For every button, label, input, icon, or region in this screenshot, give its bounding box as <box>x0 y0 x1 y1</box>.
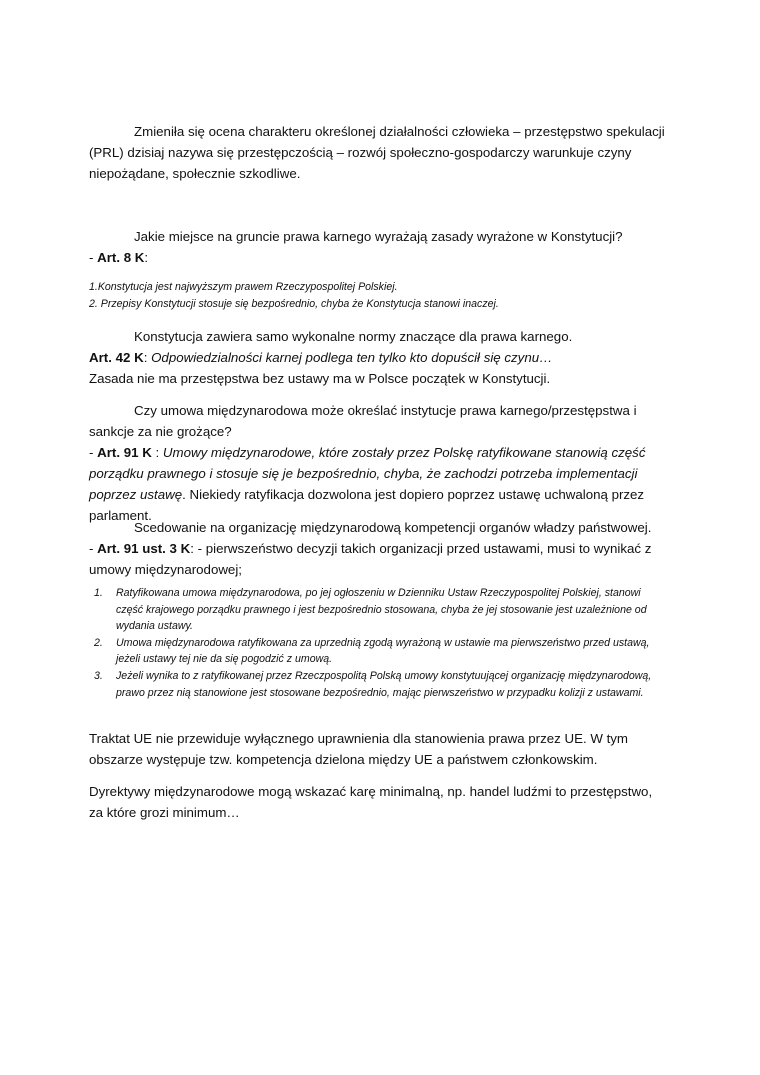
list-item-text: Umowa międzynarodowa ratyfikowana za uprzednią zgodą wyrażoną w ustawie ma pierwszeństwo przed ustawą, jeżeli ustawy tej nie da się pogodzić z umową. <box>116 636 650 666</box>
international-agreement-section <box>89 400 669 526</box>
art-8-heading <box>89 247 669 268</box>
list-item <box>94 585 664 635</box>
art-42-line <box>89 347 669 368</box>
directives-text: Dyrektywy międzynarodowe mogą wskazać karę minimalną, np. handel ludźmi to przestępstwo, za które grozi minimum… <box>89 784 653 820</box>
intro-paragraph <box>89 121 669 184</box>
list-item-text: Ratyfikowana umowa międzynarodowa, po jej ogłoszeniu w Dzienniku Ustaw Rzeczypospolitej Polskiej, stanowi część krajowego porządku prawnego i jest bezpośrednio stosowana, chyba że jej stosowanie jest uzależnione od wydania ustawy. <box>116 587 647 633</box>
art-91-label: Art. 91 K <box>97 445 152 460</box>
list-number: 3. <box>94 669 103 682</box>
art-91-ust-3-line <box>89 538 669 580</box>
art-91-rest: . Niekiedy ratyfikacja dozwolona jest dopiero poprzez ustawę uchwaloną przez parlament. <box>89 487 645 523</box>
intro-text: Zmieniła się ocena charakteru określonej działalności człowieka – przestępstwo spekulacji (PRL) dzisiaj nazywa się przestępczością – rozwój społeczno-gospodarczy warunkuje czyny niepożądane, społecznie szkodliwe. <box>89 124 665 181</box>
constitution-question: Jakie miejsce na gruncie prawa karnego wyrażają zasady wyrażone w Konstytucji? <box>134 229 623 244</box>
list-number: 2. <box>94 636 103 649</box>
art-8-points <box>89 279 669 313</box>
dash: - <box>89 445 98 460</box>
norms-text: Konstytucja zawiera samo wykonalne normy znaczące dla prawa karnego. <box>134 329 573 344</box>
colon: : <box>144 250 149 265</box>
competence-transfer-section <box>89 517 669 580</box>
art-91-line <box>89 442 669 526</box>
art-91-numbered-list <box>94 585 664 701</box>
colon: : <box>151 445 163 460</box>
list-number: 1. <box>94 587 103 599</box>
art-42-label: Art. 42 K <box>89 350 144 365</box>
dash: - <box>89 250 98 265</box>
art-42-quote: Odpowiedzialności karnej podlega ten tylko kto dopuścił się czynu… <box>151 350 553 365</box>
list-item-text: Jeżeli wynika to z ratyfikowanej przez Rzeczpospolitą Polską umowy konstytuującej organizację międzynarodową, prawo przez nią stanowione jest stosowane bezpośrednio, mając pierwszeństwo w przypadku kolizji z ustawami. <box>116 669 652 699</box>
competence-text: Scedowanie na organizację międzynarodową kompetencji organów władzy państwowej. <box>134 520 652 535</box>
eu-treaty-text: Traktat UE nie przewiduje wyłącznego uprawnienia dla stanowienia prawa przez UE. W tym obszarze występuje tzw. kompetencja dzielona między UE a państwem członkowskim. <box>89 731 629 767</box>
dash: - <box>89 541 98 556</box>
list-item <box>94 635 664 668</box>
constitution-question-section <box>89 226 669 268</box>
colon: : <box>143 350 152 365</box>
directives-paragraph <box>89 781 669 823</box>
art-8-label: Art. 8 K <box>97 250 145 265</box>
nullum-crimen-text: Zasada nie ma przestępstwa bez ustawy ma w Polsce początek w Konstytucji. <box>89 371 551 386</box>
agreement-question: Czy umowa międzynarodowa może określać instytucje prawa karnego/przestępstwa i sankcje za nie grożące? <box>89 403 637 439</box>
eu-treaty-paragraph <box>89 728 669 770</box>
art-91-quote: Umowy międzynarodowe, które zostały przez Polskę ratyfikowane stanowią część porządku prawnego i stosuje się je bezpośrednio, chyba, że zachodzi potrzeba implementacji poprzez ustawę <box>89 445 646 502</box>
constitution-norms-section <box>89 326 669 389</box>
art-8-point: 2. Przepisy Konstytucji stosuje się bezpośrednio, chyba że Konstytucja stanowi inaczej. <box>89 298 499 310</box>
list-item <box>94 668 664 701</box>
art-8-point: 1.Konstytucja jest najwyższym prawem Rzeczypospolitej Polskiej. <box>89 281 398 293</box>
art-91-ust-3-label: Art. 91 ust. 3 K <box>97 541 191 556</box>
art-91-ust-3-rest: : - pierwszeństwo decyzji takich organizacji przed ustawami, musi to wynikać z umowy międzynarodowej; <box>89 541 652 577</box>
